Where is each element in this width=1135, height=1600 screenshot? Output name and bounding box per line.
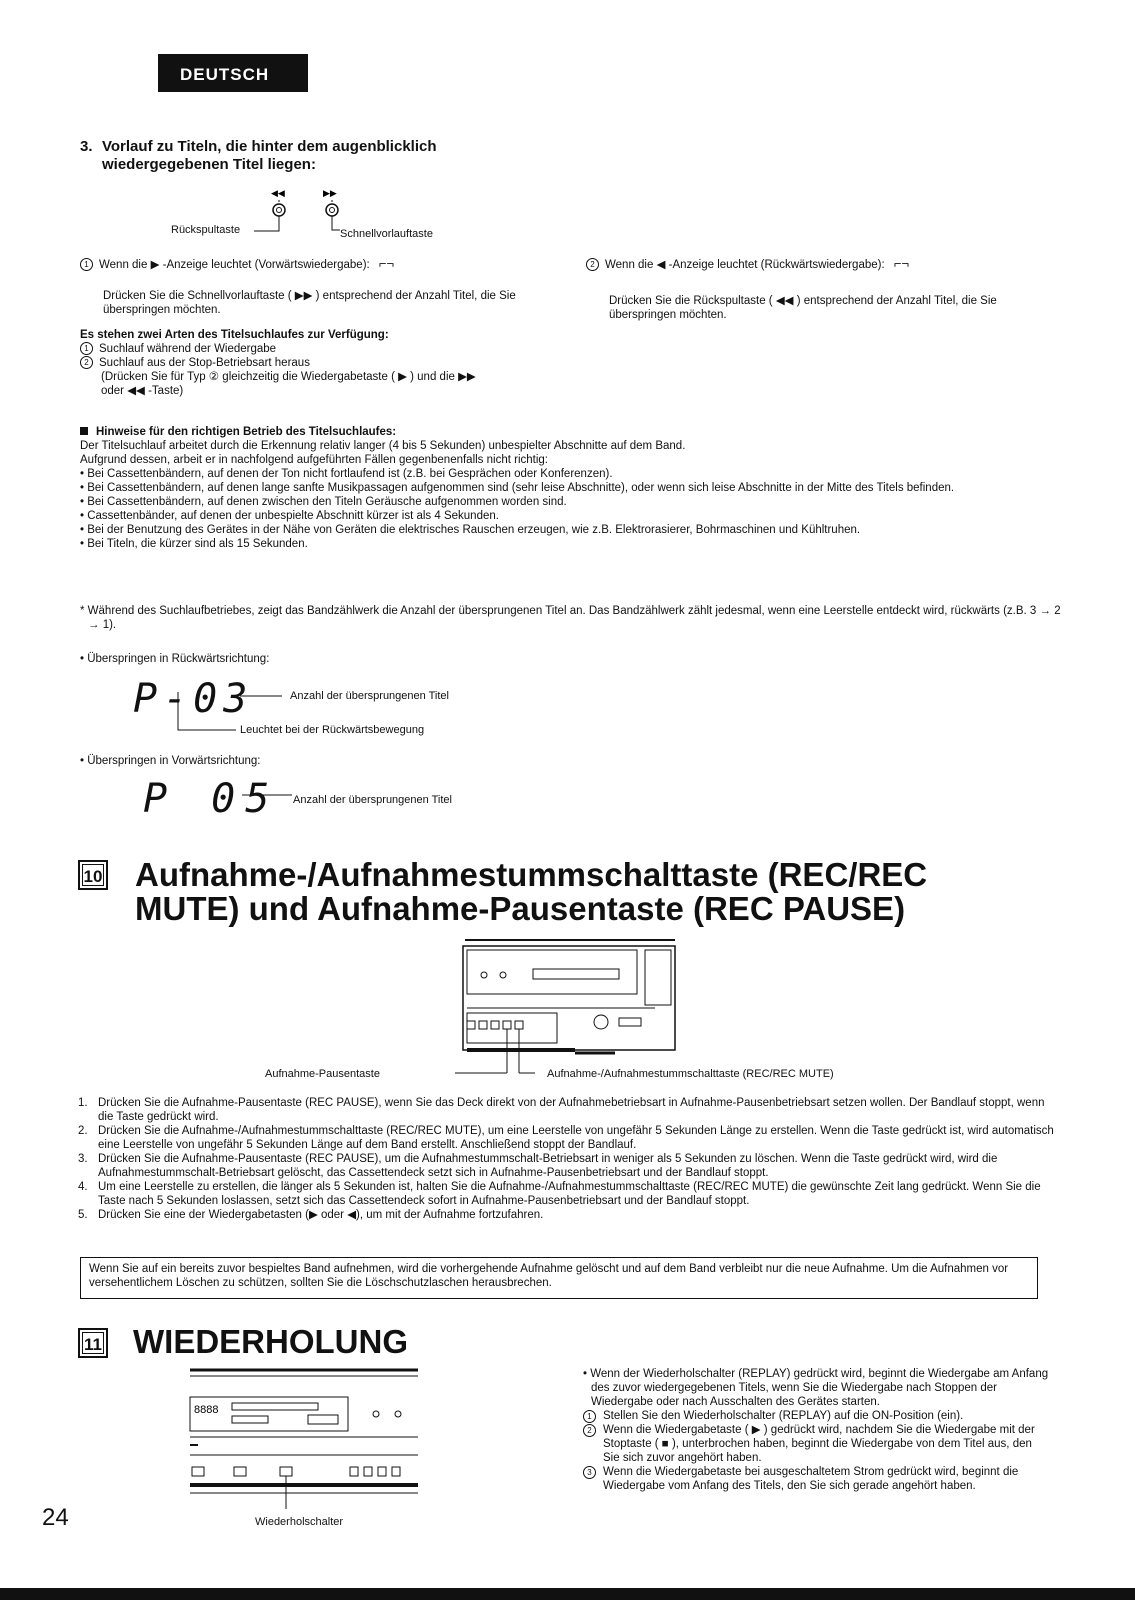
list-item: • Bei Cassettenbändern, auf denen der Ton nicht fortlaufend ist (z.B. bei Gesprächen oder Konferenzen).	[80, 468, 613, 480]
search-type-1	[80, 342, 560, 356]
section-11-title: WIEDERHOLUNG	[133, 1323, 408, 1360]
section-3-heading	[80, 138, 550, 174]
page-number: 24	[42, 1504, 69, 1531]
replay-description	[583, 1367, 1051, 1493]
section-10-title-line-2: MUTE) und Aufnahme-Pausentaste (REC PAUSE)	[135, 890, 906, 927]
language-label: DEUTSCH	[180, 65, 270, 84]
list-item-text: Um eine Leerstelle zu erstellen, die länger als 5 Sekunden ist, halten Sie die Aufnahme-/Aufnahmestummschalttaste (REC/REC MUTE) die gewünschte Zeit lang gedrückt. Wenn Sie die Taste nach 5 Sekunden loslassen, setzt sich das Cassettendeck sofort in Aufnahme-Pausenbetriebsart und der Bandlauf stoppt.	[98, 1181, 1041, 1207]
deck-button-icon	[350, 1467, 358, 1476]
circled-two-icon: 2	[80, 356, 93, 369]
list-item-text: Drücken Sie eine der Wiedergabetasten (▶ oder ◀), um mit der Aufnahme fortzufahren.	[98, 1209, 544, 1221]
square-bullet-icon	[80, 427, 88, 435]
section-10-number: 10	[78, 860, 108, 890]
reverse-instruction: Drücken Sie die Rückspultaste ( ◀◀ ) entsprechend der Anzahl Titel, die Sie überspringen möchten.	[609, 295, 997, 321]
circled-one-icon: 1	[80, 258, 93, 271]
search-type-2-note-b: oder ◀◀ -Taste)	[101, 385, 184, 397]
switch-icon	[192, 1467, 204, 1476]
deck-button-icon	[491, 1021, 499, 1029]
section-3-number: 3.	[80, 138, 93, 155]
section-10-title	[135, 858, 1095, 926]
circled-one-icon: 1	[80, 342, 93, 355]
list-item: 2. Drücken Sie die Aufnahme-/Aufnahmestummschalttaste (REC/REC MUTE), um eine Leerstelle von ungefähr 5 Sekunden Länge zu erstellen. Wenn die Taste gedrückt ist, wird automatisch eine Leerstelle von ungefähr 5 Sekunden Länge auf dem Band erstellt. Anschließend stoppt der Bandlauf.	[78, 1125, 1054, 1151]
reverse-skip-label: • Überspringen in Rückwärtsrichtung:	[80, 653, 270, 665]
search-type-2-note-a: (Drücken Sie für Typ ② gleichzeitig die Wiedergabetaste ( ▶ ) und die ▶▶	[101, 371, 476, 383]
ff-symbol-icon: ▶▶	[323, 188, 337, 198]
list-item-text: Drücken Sie die Aufnahme-Pausentaste (REC PAUSE), um die Aufnahmestummschalt-Betriebsart in weniger als 5 Sekunden zu löschen. Wenn die Taste gedrückt wird, wird die Aufnahmestummschalt-Betriebsart gelöscht, das Cassettendeck setzt sich in Aufnahme-Pausenbetriebsart und der Bandlauf stoppt.	[98, 1153, 998, 1179]
list-item: • Bei der Benutzung des Gerätes in der Nähe von Geräten die elektrisches Rauschen erzeugen, wie z.B. Elektrorasierer, Bohrmaschinen und Kühltruhen.	[80, 524, 861, 536]
rewind-knob-icon	[273, 204, 285, 216]
press-hand-icon: ⌐¬	[378, 256, 395, 271]
rec-pause-button-icon	[503, 1021, 511, 1029]
search-types-title: Es stehen zwei Arten des Titelsuchlaufes zur Verfügung:	[80, 329, 389, 341]
list-item	[583, 1409, 1051, 1423]
counter-footnote: * Während des Suchlaufbetriebes, zeigt das Bandzählwerk die Anzahl der übersprungenen Titel an. Das Bandzählwerk zählt jedesmal, wenn eine Leerstelle entdeckt wird, rückwärts (z.B. 3 → 2 → 1).	[80, 605, 1061, 631]
hints-line-1: Der Titelsuchlauf arbeitet durch die Erkennung relativ langer (4 bis 5 Sekunden) unbespielter Abschnitte auf dem Band.	[80, 440, 686, 452]
forward-condition	[80, 257, 550, 272]
list-item: • Bei Titeln, die kürzer sind als 15 Sekunden.	[80, 538, 308, 550]
list-item-text: Cassettenbänder, auf denen der unbespielte Abschnitt kürzer ist als 4 Sekunden.	[87, 510, 499, 522]
display-forward: P 05	[143, 776, 280, 822]
forward-instruction: Drücken Sie die Schnellvorlauftaste ( ▶▶ ) entsprechend der Anzahl Titel, die Sie überspringen möchten.	[103, 290, 516, 316]
search-type-1-text: Suchlauf während der Wiedergabe	[99, 343, 277, 355]
circled-two-icon: 2	[586, 258, 599, 271]
list-item-text: Bei der Benutzung des Gerätes in der Nähe von Geräten die elektrisches Rauschen erzeugen, wie z.B. Elektrorasierer, Bohrmaschinen und Kühltruhen.	[87, 524, 861, 536]
rewind-label: Rückspultaste	[171, 224, 241, 236]
list-item: 1. Drücken Sie die Aufnahme-Pausentaste (REC PAUSE), wenn Sie das Deck direkt von der Aufnahmebetriebsart in Aufnahme-Pausenbetriebsart setzen wollen. Der Bandlauf stoppt, wenn die Taste gedrückt wird.	[78, 1097, 1045, 1123]
hints-title-text: Hinweise für den richtigen Betrieb des Titelsuchlaufes:	[96, 426, 397, 438]
rec-mute-button-icon	[515, 1021, 523, 1029]
language-badge	[158, 54, 308, 92]
list-item	[583, 1423, 1051, 1465]
search-types	[80, 328, 560, 398]
eject-knob-icon	[373, 1411, 379, 1417]
forward-condition-text: Wenn die ▶ -Anzeige leuchtet (Vorwärtswiedergabe):	[99, 259, 370, 271]
circled-two-icon: 2	[583, 1424, 596, 1437]
list-item: 3. Drücken Sie die Aufnahme-Pausentaste (REC PAUSE), um die Aufnahmestummschalt-Betriebsart in weniger als 5 Sekunden zu löschen. Wenn die Taste gedrückt wird, wird die Aufnahmestummschalt-Betriebsart gelöscht, das Cassettendeck setzt sich in Aufnahme-Pausenbetriebsart und der Bandlauf stoppt.	[78, 1153, 998, 1179]
ff-label: Schnellvorlauftaste	[340, 228, 433, 240]
list-item: • Bei Cassettenbändern, auf denen zwischen den Titeln Geräusche aufgenommen worden sind.	[80, 496, 567, 508]
list-item: • Bei Cassettenbändern, auf denen lange sanfte Musikpassagen aufgenommen sind (sehr leise Abschnitte), oder wenn sich leise Abschnitte in der Mitte des Titels befinden.	[80, 482, 955, 494]
list-item-text: Drücken Sie die Aufnahme-/Aufnahmestummschalttaste (REC/REC MUTE), um eine Leerstelle von ungefähr 5 Sekunden Länge zu erstellen. Wenn die Taste gedrückt ist, wird automatisch eine Leerstelle von ungefähr 5 Sekunden Länge auf dem Band erstellt. Anschließend stoppt der Bandlauf.	[98, 1125, 1054, 1151]
ff-knob-icon	[326, 204, 338, 216]
door-knob-icon	[500, 972, 506, 978]
forward-display-leader	[240, 790, 300, 800]
deck-replay-panel-diagram	[188, 1367, 420, 1512]
bottom-scan-edge	[0, 1588, 1135, 1600]
replay-switch-icon	[280, 1467, 292, 1476]
switch-icon	[234, 1467, 246, 1476]
forward-count-label: Anzahl der übersprungenen Titel	[293, 794, 452, 806]
hints-line-2: Aufgrund dessen, arbeit er in nachfolgend aufgeführten Fällen gegenbenenfalls nicht richtig:	[80, 454, 548, 466]
deck-button-icon	[392, 1467, 400, 1476]
press-hand-icon: ⌐¬	[893, 256, 910, 271]
erase-note-box	[80, 1257, 1038, 1299]
door-knob-icon	[395, 1411, 401, 1417]
search-type-2	[80, 356, 560, 370]
rec-pause-label: Aufnahme-Pausentaste	[265, 1068, 380, 1080]
display-digits: 8888	[194, 1404, 219, 1416]
list-item-text: Bei Cassettenbändern, auf denen lange sanfte Musikpassagen aufgenommen sind (sehr leise Abschnitte), oder wenn sich leise Abschnitte in der Mitte des Titels befinden.	[87, 482, 955, 494]
cassette-window-icon	[533, 969, 619, 979]
rec-steps-list	[78, 1096, 1058, 1222]
deck-button-icon	[378, 1467, 386, 1476]
list-item	[583, 1465, 1051, 1493]
reverse-condition-text: Wenn die ◀ -Anzeige leuchtet (Rückwärtswiedergabe):	[605, 259, 885, 271]
list-item-text: Drücken Sie die Aufnahme-Pausentaste (REC PAUSE), wenn Sie das Deck direkt von der Aufnahmebetriebsart in Aufnahme-Pausenbetriebsart setzen wollen. Der Bandlauf stoppt, wenn die Taste gedrückt wird.	[98, 1097, 1045, 1123]
circled-one-icon: 1	[583, 1410, 596, 1423]
replay-intro: • Wenn der Wiederholschalter (REPLAY) gedrückt wird, beginnt die Wiedergabe am Anfang des zuvor wiedergegebenen Titels, wenn Sie die Wiedergabe nach Stoppen der Wiedergabe oder nach Ausschalten des Gerätes starten.	[583, 1368, 1049, 1408]
list-item: 5. Drücken Sie eine der Wiedergabetasten (▶ oder ◀), um mit der Aufnahme fortzufahren.	[78, 1209, 544, 1221]
reverse-count-label: Anzahl der übersprungenen Titel	[290, 690, 449, 702]
list-item-text: Stellen Sie den Wiederholschalter (REPLAY) auf die ON-Position (ein).	[603, 1410, 964, 1422]
list-item-text: Bei Cassettenbändern, auf denen zwischen den Titeln Geräusche aufgenommen worden sind.	[87, 496, 567, 508]
replay-switch-label: Wiederholschalter	[255, 1516, 344, 1528]
deck-button-icon	[467, 1021, 475, 1029]
input-level-knob-icon	[594, 1015, 608, 1029]
list-item: 4. Um eine Leerstelle zu erstellen, die länger als 5 Sekunden ist, halten Sie die Aufnahme-/Aufnahmestummschalttaste (REC/REC MUTE) die gewünschte Zeit lang gedrückt. Wenn Sie die Taste nach 5 Sekunden loslassen, setzt sich das Cassettendeck sofort in Aufnahme-Pausenbetriebsart und der Bandlauf stoppt.	[78, 1181, 1041, 1207]
list-item: • Cassettenbänder, auf denen der unbespielte Abschnitt kürzer ist als 4 Sekunden.	[80, 510, 499, 522]
deck-front-panel-diagram	[455, 938, 685, 1088]
deck-button-icon	[479, 1021, 487, 1029]
section-11-number: 11	[78, 1328, 108, 1358]
reverse-indicator-label: Leuchtet bei der Rückwärtsbewegung	[240, 724, 425, 736]
list-item-text: Wenn die Wiedergabetaste bei ausgeschaltetem Strom gedrückt wird, beginnt die Wiedergabe vom Anfang des Titels, den Sie sich gerade angehört haben.	[603, 1466, 1019, 1492]
hints-bullets	[80, 467, 1055, 551]
hints-title	[80, 425, 1055, 439]
forward-skip-label: • Überspringen in Vorwärtsrichtung:	[80, 755, 261, 767]
display-reverse: P-03	[133, 676, 254, 722]
eject-knob-icon	[481, 972, 487, 978]
rewind-symbol-icon: ◀◀	[271, 188, 285, 198]
rec-mute-label: Aufnahme-/Aufnahmestummschalttaste (REC/REC MUTE)	[547, 1068, 834, 1080]
hints-block	[80, 425, 1055, 551]
search-type-2-text: Suchlauf aus der Stop-Betriebsart heraus	[99, 357, 310, 369]
deck-button-icon	[364, 1467, 372, 1476]
list-item-text: Bei Titeln, die kürzer sind als 15 Sekunden.	[87, 538, 308, 550]
list-item-text: Wenn die Wiedergabetaste ( ▶ ) gedrückt wird, nachdem Sie die Wiedergabe mit der Stoptaste ( ■ ), unterbrochen haben, beginnt die Wiedergabe von dem Titel aus, den Sie sich zuvor angehört haben.	[603, 1424, 1035, 1464]
reverse-condition	[586, 257, 1056, 272]
erase-note-text: Wenn Sie auf ein bereits zuvor bespieltes Band aufnehmen, wird die vorhergehende Aufnahme gelöscht und auf dem Band verbleibt nur die neue Aufnahme. Um die Aufnahmen vor versehentlichem Löschen zu schützen, sollten Sie die Löschschutzlaschen herausbrechen.	[89, 1263, 1009, 1289]
section-3-title: Vorlauf zu Titeln, die hinter dem augenblicklich wiedergegebenen Titel liegen:	[102, 138, 437, 173]
circled-three-icon: 3	[583, 1466, 596, 1479]
list-item-text: Bei Cassettenbändern, auf denen der Ton nicht fortlaufend ist (z.B. bei Gesprächen oder Konferenzen).	[87, 468, 613, 480]
section-10-title-line-1: Aufnahme-/Aufnahmestummschalttaste (REC/REC	[135, 856, 928, 893]
